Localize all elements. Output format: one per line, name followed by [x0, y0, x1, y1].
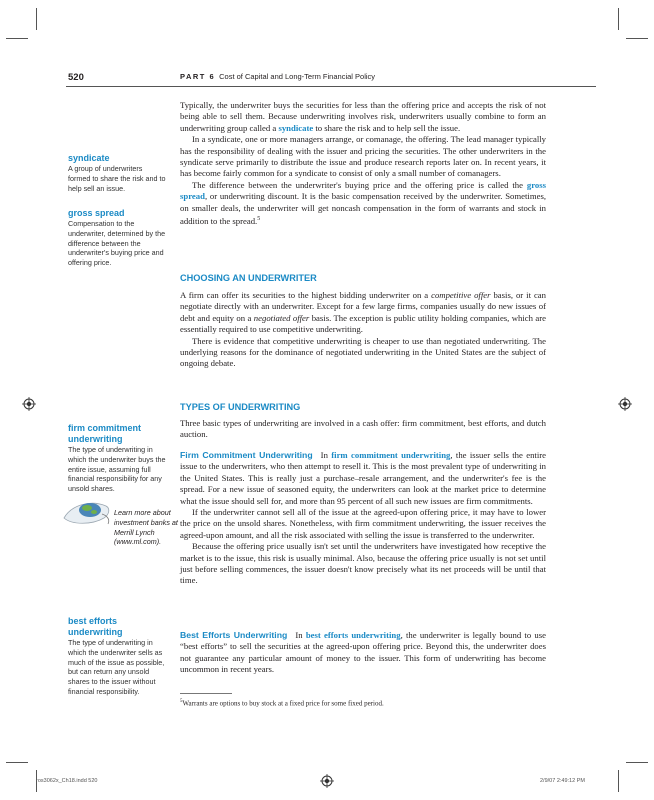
body-block-5 [180, 630, 546, 676]
footnote-text: Warrants are options to buy stock at a fixed price for some fixed period. [182, 699, 384, 708]
margin-definition: Compensation to the underwriter, determined by the difference between the underwriter's buying price and offering price. [68, 219, 166, 268]
text: to share the risk and to help sell the issue. [313, 122, 461, 133]
part-label: PART 6 [180, 72, 216, 81]
registration-mark-icon [320, 774, 334, 788]
paragraph: If the underwriter cannot sell all of the issue at the agreed-upon offering price, it may have to lower the price on the unsold shares. Nonetheless, with firm commitment underwriting, the issuer receives the agreed-upon amount, and all the risk associated with selling the issue is transferred to the underwriter. [180, 507, 546, 540]
text: , the underwriter is legally bound to use “best efforts” to sell the securities at the agreed-upon offering price. Beyond this, the underwriter does not guarantee any particular amount of money to the issuer. This form of underwriting has become uncommon in recent years. [180, 630, 546, 675]
margin-note-firm-commitment [68, 423, 166, 494]
italic-term: competitive offer [431, 290, 491, 300]
margin-term: best efforts underwriting [68, 616, 123, 637]
margin-definition: The type of underwriting in which the underwriter sells as much of the issue as possible, but can return any unsold shares to the issuer without financial responsibility. [68, 638, 165, 696]
text: , or underwriting discount. It is the basic compensation received by the underwriter. Sometimes, on smaller deals, the underwriter will get noncash compensation in the form of warrants and stock in addition to the spread. [180, 191, 546, 226]
crop-mark [618, 770, 619, 792]
slug-datetime: 2/9/07 2:49:12 PM [540, 778, 585, 784]
crop-mark [626, 762, 648, 763]
body-block-2 [180, 290, 546, 370]
paragraph: Because the offering price usually isn't set until the underwriters have investigated how receptive the market is to the issue, this risk is usually minimal. Also, because the offering price usually is not set until just before selling commences, the issuer doesn't know precisely what its net proceeds will be until that time. [180, 541, 546, 586]
text: In [295, 630, 306, 640]
paragraph [180, 290, 546, 336]
crop-mark [36, 8, 37, 30]
web-link-text: Learn more about investment banks at Merrill Lynch (www.ml.com). [114, 508, 178, 547]
paragraph [180, 630, 546, 676]
text: The difference between the underwriter's buying price and the offering price is called the [192, 179, 527, 190]
text: basis, or it can negotiate directly with an underwriter. Except for a few large firms, companies usually do new issues of debt and equity on a [180, 290, 546, 323]
text: basis. The exception is public utility holding companies, which are essentially required to use competitive underwriting. [180, 312, 546, 335]
crop-mark [6, 38, 28, 39]
crop-mark [618, 8, 619, 30]
text: , the issuer sells the entire issue to the underwriters, who then attempt to resell it. This is the most prevalent type of underwriting in the United States. This is really just a purchase–resale arrangement, and the underwriter's fee is the spread. For a new issue of seasoned equity, the underwriters can look at the market price to determine what the issue should sell for, and more than 95 percent of all such new issues are firm commitments. [180, 450, 546, 506]
run-in-heading-best: Best Efforts Underwriting [180, 630, 288, 640]
margin-note-best-efforts [68, 616, 166, 697]
body-block-1 [180, 100, 546, 227]
paragraph [180, 450, 546, 507]
footnote-ref: 5 [257, 216, 261, 223]
keyword-firm-commitment: firm commitment underwriting [331, 450, 451, 460]
margin-term: syndicate [68, 153, 110, 163]
footnote-rule [180, 693, 232, 694]
slug-file: ros3062x_Ch18.indd 520 [36, 778, 98, 784]
margin-definition: The type of underwriting in which the underwriter buys the entire issue, assuming full financial responsibility for any unsold shares. [68, 445, 166, 494]
body-block-4 [180, 450, 546, 587]
keyword-gross-spread: gross spread [180, 179, 546, 202]
keyword-best-efforts: best efforts underwriting [305, 630, 401, 640]
text: In [320, 450, 332, 460]
section-heading-types: TYPES OF UNDERWRITING [180, 402, 301, 412]
page-number: 520 [68, 72, 84, 83]
text: A firm can offer its securities to the highest bidding underwriter on a [180, 290, 432, 300]
margin-term: firm commitment underwriting [68, 423, 142, 444]
paragraph: Three basic types of underwriting are involved in a cash offer: firm commitment, best efforts, and dutch auction. [180, 418, 546, 440]
margin-note-syndicate [68, 153, 166, 193]
web-link-note [68, 508, 178, 547]
part-title: Cost of Capital and Long-Term Financial Policy [219, 72, 376, 81]
run-in-heading-firm: Firm Commitment Underwriting [180, 450, 313, 460]
margin-note-gross-spread [68, 208, 166, 268]
keyword-syndicate: syndicate [278, 122, 314, 133]
crop-mark [626, 38, 648, 39]
paragraph [180, 100, 546, 134]
margin-term: gross spread [68, 208, 125, 218]
paragraph: There is evidence that competitive underwriting is cheaper to use than negotiated underwriting. The underlying reasons for the dominance of negotiated underwriting in the United States are the subject of ongoing debate. [180, 335, 546, 369]
crop-mark [6, 762, 28, 763]
footnote [180, 699, 384, 707]
registration-mark-icon [22, 397, 36, 411]
footnote-number: 5 [180, 699, 183, 704]
section-heading-choosing: CHOOSING AN UNDERWRITER [180, 273, 317, 283]
header-rule [66, 86, 596, 87]
body-block-3 [180, 418, 546, 441]
italic-term: negotiated offer [253, 312, 310, 323]
paragraph: In a syndicate, one or more managers arrange, or comanage, the offering. The lead manager typically has the responsibility of dealing with the issuer and pricing the securities. The other underwriters in the syndicate serve primarily to distribute the issue and produce research reports later on. In recent years, it has become fairly common for a syndicate to consist of only a small number of comanagers. [180, 134, 546, 179]
margin-definition: A group of underwriters formed to share the risk and to help sell an issue. [68, 164, 166, 193]
registration-mark-icon [618, 397, 632, 411]
running-head [180, 72, 375, 81]
paragraph [180, 180, 546, 228]
globe-mouse-icon [62, 498, 114, 526]
text: Typically, the underwriter buys the securities for less than the offering price and accepts the risk of not being able to sell them. Because underwriting involves risk, underwriters usually combine to form an underwriting group called a [180, 100, 546, 133]
